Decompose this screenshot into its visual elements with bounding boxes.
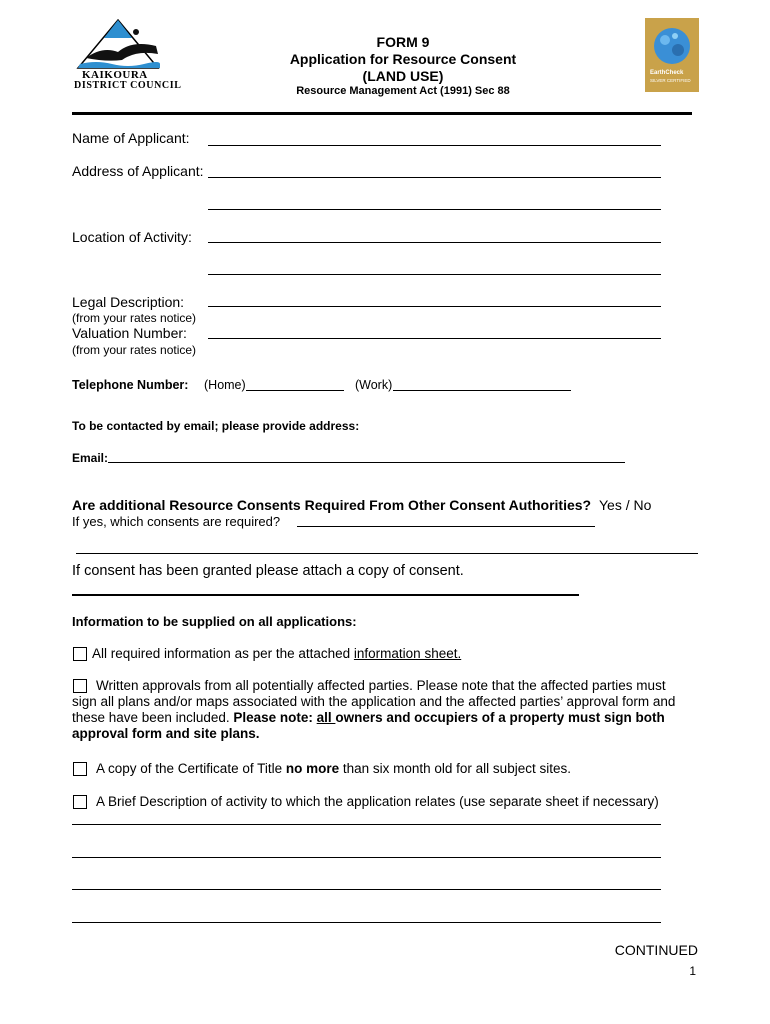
telephone-label: Telephone Number: xyxy=(72,378,189,392)
info-item-2-line4: approval form and site plans. xyxy=(72,726,260,741)
description-field-2[interactable] xyxy=(72,857,661,858)
info-item-1-text: All required information as per the attached xyxy=(92,646,354,661)
location-field-2[interactable] xyxy=(208,274,661,275)
continued-label: CONTINUED xyxy=(614,942,698,958)
consents-followup: If yes, which consents are required? xyxy=(72,514,281,529)
address-field-2[interactable] xyxy=(208,209,661,210)
info-item-2-line3c: all xyxy=(316,710,336,725)
council-logo-line2: DISTRICT COUNCIL xyxy=(74,80,182,91)
legal-label: Legal Description: xyxy=(72,294,185,310)
info-checkbox-3[interactable] xyxy=(73,762,87,776)
info-checkbox-1[interactable] xyxy=(73,647,87,661)
description-field-4[interactable] xyxy=(72,922,661,923)
form-number: FORM 9 xyxy=(376,34,430,50)
consents-followup-field[interactable] xyxy=(297,526,595,527)
info-item-3c: than six month old for all subject sites. xyxy=(339,761,571,776)
email-notice: To be contacted by email; please provide address: xyxy=(72,419,360,433)
form-title-sub: (LAND USE) xyxy=(362,68,444,84)
email-field[interactable] xyxy=(108,462,625,463)
consents-yes-no[interactable]: Yes / No xyxy=(599,497,652,513)
information-sheet-link[interactable]: information sheet. xyxy=(353,646,462,661)
info-heading: Information to be supplied on all applications: xyxy=(72,614,357,629)
home-phone-field[interactable] xyxy=(246,390,344,391)
council-logo-graphic xyxy=(72,16,164,72)
valuation-field[interactable] xyxy=(208,338,661,339)
info-item-4: A Brief Description of activity to which the application relates (use separate sheet if necessary) xyxy=(96,794,659,809)
address-label: Address of Applicant: xyxy=(72,163,204,179)
earthcheck-subtext: SILVER CERTIFIED xyxy=(650,78,691,83)
legal-note: (from your rates notice) xyxy=(72,311,197,325)
info-item-3 xyxy=(96,761,571,776)
page-number: 1 xyxy=(689,964,696,978)
consents-question-text: Are additional Resource Consents Required From Other Consent Authorities? xyxy=(72,497,592,513)
info-item-3b: no more xyxy=(285,761,340,776)
info-item-2-line2: sign all plans and/or maps associated with the application and the affected parties’ approval form and xyxy=(72,694,676,709)
form-title: Application for Resource Consent xyxy=(289,51,517,67)
consents-question xyxy=(72,497,651,513)
granted-note: If consent has been granted please attach a copy of consent. xyxy=(72,563,464,579)
info-item-1 xyxy=(92,646,461,661)
info-item-2-line3d: owners and occupiers of a property must sign both xyxy=(335,710,665,725)
valuation-note: (from your rates notice) xyxy=(72,343,197,357)
council-logo-line1: KAIKOURA xyxy=(82,69,148,81)
valuation-label: Valuation Number: xyxy=(72,325,187,341)
description-field-3[interactable] xyxy=(72,889,661,890)
work-phone-field[interactable] xyxy=(393,390,571,391)
earthcheck-text: EarthCheck xyxy=(650,70,684,76)
home-label: (Home) xyxy=(204,378,246,392)
work-label: (Work) xyxy=(355,378,393,392)
info-item-2 xyxy=(72,678,712,742)
council-logo xyxy=(72,16,182,92)
info-item-2-line3b: Please note: xyxy=(233,710,317,725)
legal-field[interactable] xyxy=(208,306,661,307)
address-field-1[interactable] xyxy=(208,177,661,178)
info-item-2-line1: Written approvals from all potentially affected parties. Please note that the affected parties must xyxy=(96,678,666,693)
earthcheck-globe-icon xyxy=(645,24,699,68)
email-label: Email: xyxy=(72,451,109,465)
name-label: Name of Applicant: xyxy=(72,130,190,146)
earthcheck-logo xyxy=(645,18,699,92)
info-item-3a: A copy of the Certificate of Title xyxy=(96,761,286,776)
consents-divider xyxy=(76,553,698,554)
granted-rule xyxy=(72,594,579,596)
description-field-1[interactable] xyxy=(72,824,661,825)
info-item-2-line3 xyxy=(72,710,712,726)
name-field[interactable] xyxy=(208,145,661,146)
location-label: Location of Activity: xyxy=(72,229,192,245)
info-item-2-line3a: these have been included. xyxy=(72,710,234,725)
info-checkbox-4[interactable] xyxy=(73,795,87,809)
header-rule xyxy=(72,112,692,115)
location-field-1[interactable] xyxy=(208,242,661,243)
form-subtitle: Resource Management Act (1991) Sec 88 xyxy=(296,85,510,97)
